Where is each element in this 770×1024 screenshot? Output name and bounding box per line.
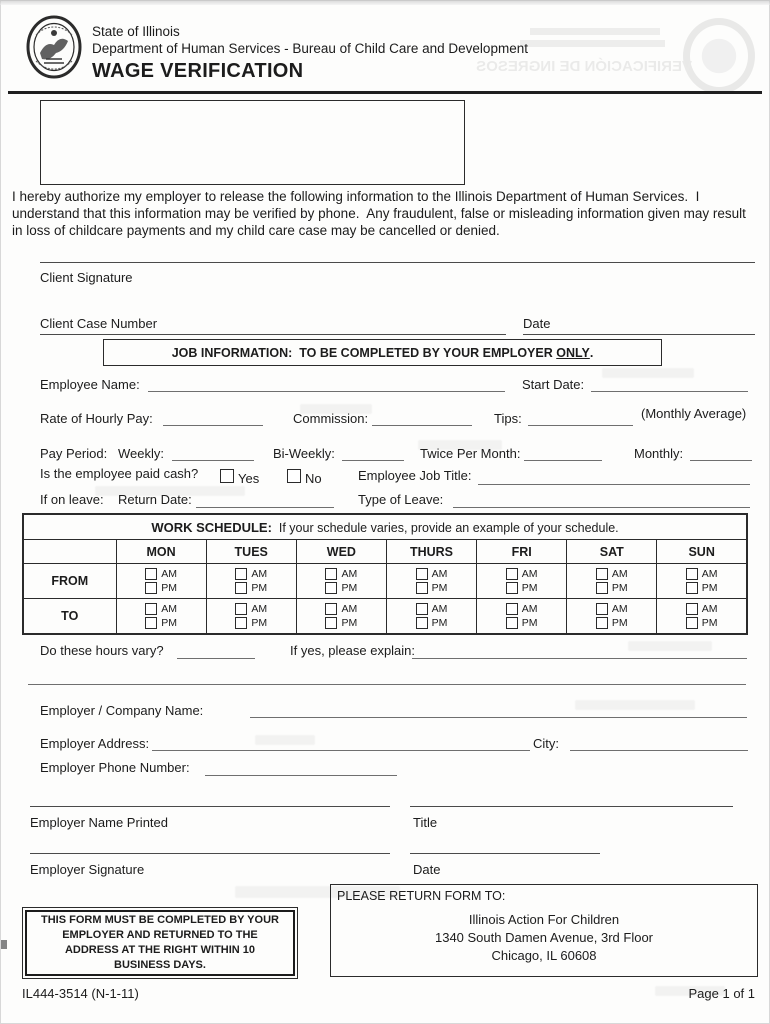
employer-company-label: Employer / Company Name:: [40, 703, 204, 718]
biweekly-label: Bi-Weekly:: [273, 446, 335, 461]
job-title-label: Employee Job Title:: [358, 468, 472, 483]
client-case-number-input[interactable]: [40, 334, 506, 335]
illinois-state-seal-icon: [26, 15, 82, 84]
to-tues-am-checkbox[interactable]: [235, 603, 247, 615]
twice-per-month-input[interactable]: [524, 460, 602, 461]
return-date-label: Return Date:: [118, 492, 192, 507]
pay-period-label: Pay Period:: [40, 446, 108, 461]
employer-address-input[interactable]: [152, 750, 530, 751]
employer-date-input[interactable]: [410, 853, 600, 854]
monthly-label: Monthly:: [634, 446, 684, 461]
return-address-line1: Illinois Action For Children: [468, 912, 620, 927]
am-label: AM: [341, 568, 358, 580]
pm-label: PM: [611, 617, 628, 629]
pm-label: PM: [161, 617, 177, 629]
schedule-corner-cell: [23, 540, 116, 564]
pm-label: PM: [161, 582, 177, 594]
from-mon-pm-checkbox[interactable]: [145, 582, 157, 594]
from-wed-pm-checkbox[interactable]: [325, 582, 337, 594]
employer-name-printed-label: Employer Name Printed: [30, 815, 168, 830]
return-address-line2: 1340 South Damen Avenue, 3rd Floor: [434, 930, 654, 945]
hours-vary-label: Do these hours vary?: [40, 643, 164, 658]
client-date-label: Date: [523, 316, 551, 331]
to-sun-am-checkbox[interactable]: [686, 603, 698, 615]
client-case-number-label: Client Case Number: [40, 316, 158, 331]
schedule-to-row: [23, 599, 747, 635]
client-address-box[interactable]: [40, 100, 465, 185]
to-sat-am-checkbox[interactable]: [596, 603, 608, 615]
return-address-line3: Chicago, IL 60608: [491, 948, 597, 963]
weekly-input[interactable]: [172, 460, 254, 461]
am-label: AM: [521, 603, 538, 615]
to-thurs-pm-checkbox[interactable]: [416, 617, 428, 629]
paid-cash-no-label: No: [305, 471, 322, 486]
day-header-tues: TUES: [206, 540, 296, 564]
biweekly-input[interactable]: [342, 460, 404, 461]
employee-name-label: Employee Name:: [40, 377, 140, 392]
work-schedule-table: [22, 513, 748, 635]
pm-label: PM: [701, 582, 718, 594]
employer-date-label: Date: [413, 862, 441, 877]
hourly-rate-input[interactable]: [163, 425, 263, 426]
from-sun-pm-checkbox[interactable]: [686, 582, 698, 594]
paid-cash-label: Is the employee paid cash?: [40, 466, 199, 481]
header-divider: [8, 91, 762, 94]
pm-label: PM: [341, 617, 358, 629]
client-signature-label: Client Signature: [40, 270, 133, 285]
explain-continued-input[interactable]: [28, 684, 746, 685]
return-date-input[interactable]: [196, 507, 334, 508]
return-address: [331, 911, 757, 965]
tips-input[interactable]: [528, 425, 633, 426]
tips-label: Tips:: [494, 411, 522, 426]
bleedthrough-artifact: [575, 700, 695, 710]
day-header-sat: SAT: [567, 540, 657, 564]
to-mon-pm-checkbox[interactable]: [145, 617, 157, 629]
from-wed-am-checkbox[interactable]: [325, 568, 337, 580]
am-label: AM: [251, 603, 268, 615]
employer-title-input[interactable]: [410, 806, 733, 807]
ghost-seal-icon: [683, 18, 755, 94]
to-wed-am-checkbox[interactable]: [325, 603, 337, 615]
from-row-label: FROM: [23, 564, 116, 599]
bleedthrough-artifact: [628, 641, 712, 651]
from-fri-am-checkbox[interactable]: [506, 568, 518, 580]
bleedthrough-artifact: [255, 735, 315, 745]
to-fri-pm-checkbox[interactable]: [506, 617, 518, 629]
return-to-box: [330, 884, 758, 977]
form-number: IL444-3514 (N-1-11): [22, 986, 139, 1001]
monthly-input[interactable]: [690, 460, 752, 461]
city-input[interactable]: [570, 750, 748, 751]
pm-label: PM: [431, 617, 448, 629]
pm-label: PM: [611, 582, 628, 594]
pm-label: PM: [341, 582, 358, 594]
from-mon-am-checkbox[interactable]: [145, 568, 157, 580]
am-label: AM: [701, 568, 718, 580]
paid-cash-yes-checkbox[interactable]: [220, 469, 234, 483]
day-header-sun: SUN: [657, 540, 747, 564]
client-signature-input[interactable]: [40, 262, 755, 263]
pm-label: PM: [251, 582, 268, 594]
from-tues-pm-checkbox[interactable]: [235, 582, 247, 594]
paid-cash-yes-label: Yes: [238, 471, 260, 486]
to-sat-pm-checkbox[interactable]: [596, 617, 608, 629]
agency-line1: State of Illinois: [92, 24, 180, 39]
employer-name-printed-input[interactable]: [30, 806, 390, 807]
type-of-leave-input[interactable]: [453, 507, 750, 508]
to-fri-am-checkbox[interactable]: [506, 603, 518, 615]
weekly-label: Weekly:: [118, 446, 164, 461]
authorization-text: I hereby authorize my employer to release the following information to the Illinois Department of Human Services. I understand that this information may be verified by phone. Any fraudulent, false or misleading information given may result in loss of childcare payments and my child care case may be cancelled or denied.: [12, 189, 750, 238]
hours-vary-input[interactable]: [177, 658, 255, 659]
employee-name-input[interactable]: [148, 391, 505, 392]
pm-label: PM: [521, 582, 538, 594]
employer-signature-label: Employer Signature: [30, 862, 145, 877]
from-thurs-am-checkbox[interactable]: [416, 568, 428, 580]
monthly-average-note: (Monthly Average): [641, 406, 747, 421]
day-header-mon: MON: [116, 540, 206, 564]
city-label: City:: [533, 736, 559, 751]
from-sat-am-checkbox[interactable]: [596, 568, 608, 580]
from-sat-pm-checkbox[interactable]: [596, 582, 608, 594]
to-thurs-am-checkbox[interactable]: [416, 603, 428, 615]
start-date-label: Start Date:: [522, 377, 585, 392]
paid-cash-no-checkbox[interactable]: [287, 469, 301, 483]
day-header-fri: FRI: [477, 540, 567, 564]
day-header-wed: WED: [296, 540, 386, 564]
return-to-label: PLEASE RETURN FORM TO:: [337, 889, 506, 903]
hourly-rate-label: Rate of Hourly Pay:: [40, 411, 153, 426]
to-sun-pm-checkbox[interactable]: [686, 617, 698, 629]
scan-edge-artifact: [0, 0, 770, 5]
to-mon-am-checkbox[interactable]: [145, 603, 157, 615]
explain-input[interactable]: [412, 658, 747, 659]
employer-signature-input[interactable]: [30, 853, 390, 854]
to-wed-pm-checkbox[interactable]: [325, 617, 337, 629]
explain-label: If yes, please explain:: [290, 643, 416, 658]
commission-label: Commission:: [293, 411, 369, 426]
from-tues-am-checkbox[interactable]: [235, 568, 247, 580]
employer-address-label: Employer Address:: [40, 736, 150, 751]
employer-title-label: Title: [413, 815, 438, 830]
to-row-label: TO: [23, 599, 116, 635]
job-title-input[interactable]: [478, 484, 750, 485]
employer-notice-box: [22, 907, 298, 979]
am-label: AM: [701, 603, 718, 615]
pm-label: PM: [701, 617, 718, 629]
employer-phone-label: Employer Phone Number:: [40, 760, 190, 775]
employer-phone-input[interactable]: [205, 775, 397, 776]
from-fri-pm-checkbox[interactable]: [506, 582, 518, 594]
agency-line2: Department of Human Services - Bureau of Child Care and Development: [92, 41, 528, 56]
client-date-input[interactable]: [523, 334, 755, 335]
am-label: AM: [251, 568, 268, 580]
page-title: WAGE VERIFICATION: [92, 60, 304, 82]
pm-label: PM: [521, 617, 538, 629]
am-label: AM: [431, 568, 448, 580]
am-label: AM: [611, 568, 628, 580]
day-header-thurs: THURS: [386, 540, 476, 564]
type-of-leave-label: Type of Leave:: [358, 492, 444, 507]
from-sun-am-checkbox[interactable]: [686, 568, 698, 580]
scan-speck: [1, 940, 7, 949]
am-label: AM: [161, 603, 177, 615]
am-label: AM: [521, 568, 538, 580]
am-label: AM: [341, 603, 358, 615]
schedule-from-row: [23, 564, 747, 599]
employer-notice-text: THIS FORM MUST BE COMPLETED BY YOUR EMPLOYER AND RETURNED TO THE ADDRESS AT THE RIGHT WITHIN 10 BUSINESS DAYS.: [25, 910, 295, 976]
pm-label: PM: [431, 582, 448, 594]
twice-per-month-label: Twice Per Month:: [420, 446, 521, 461]
bleedthrough-artifact: [602, 368, 694, 378]
employer-company-input[interactable]: [250, 717, 747, 718]
bleedthrough-ghost-header: [460, 18, 760, 98]
on-leave-label: If on leave:: [40, 492, 104, 507]
am-label: AM: [431, 603, 448, 615]
am-label: AM: [611, 603, 628, 615]
commission-input[interactable]: [372, 425, 472, 426]
work-schedule-caption: WORK SCHEDULE: If your schedule varies, provide an example of your schedule.: [23, 514, 747, 540]
job-information-banner: JOB INFORMATION: TO BE COMPLETED BY YOUR EMPLOYER ONLY .: [103, 339, 662, 366]
ghost-mirrored-title: VERIFICACIÓN DE INGRESOS: [476, 58, 692, 75]
pm-label: PM: [251, 617, 268, 629]
from-thurs-pm-checkbox[interactable]: [416, 582, 428, 594]
start-date-input[interactable]: [591, 391, 748, 392]
to-tues-pm-checkbox[interactable]: [235, 617, 247, 629]
am-label: AM: [161, 568, 177, 580]
page-number: Page 1 of 1: [688, 986, 755, 1001]
